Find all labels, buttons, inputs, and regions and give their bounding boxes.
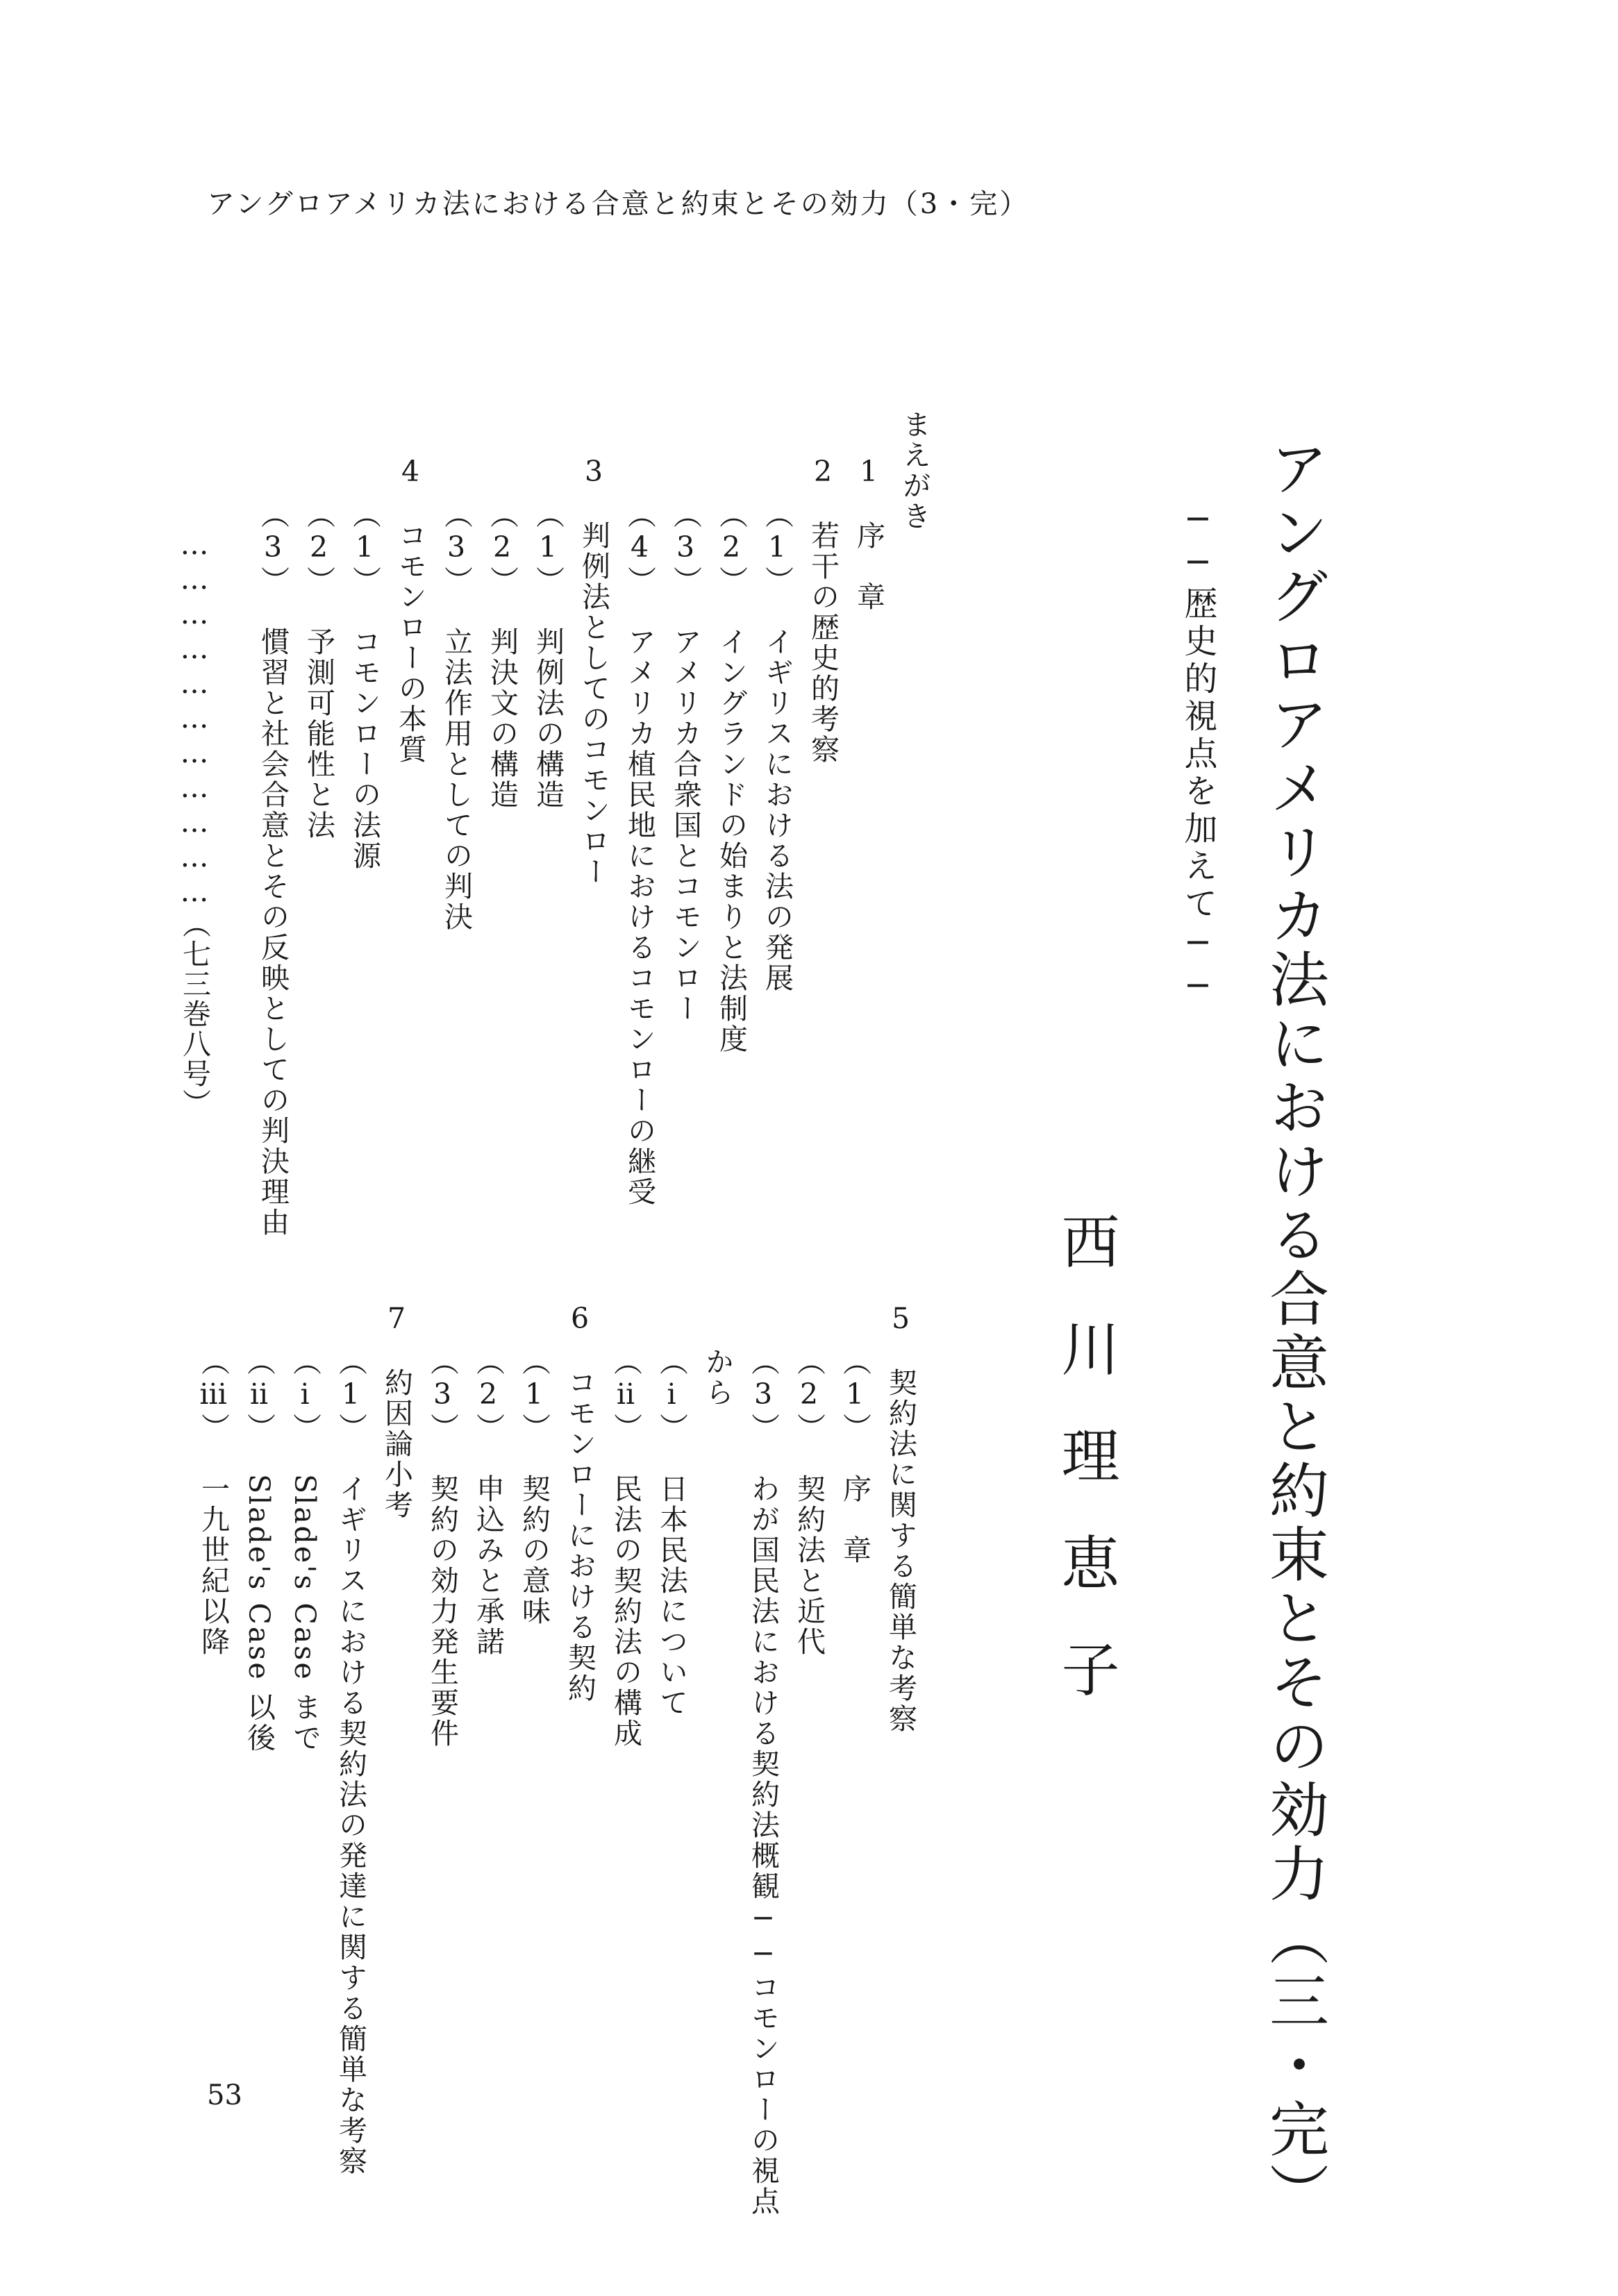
toc-entry: [525, 410, 571, 1187]
table-of-contents-part-1: [250, 410, 937, 1238]
toc-entry-number: （3）: [440, 500, 473, 596]
toc-entry-text: 序 章: [852, 521, 885, 612]
toc-entry-number: 3: [577, 455, 610, 490]
toc-entry: [662, 410, 708, 1187]
toc-entry-number: （3）: [426, 1347, 459, 1443]
toc-entry: [387, 410, 433, 1187]
toc-entry-text: 申込みと承諾: [472, 1474, 505, 1657]
toc-entry: [708, 410, 754, 1187]
toc-entry: [800, 410, 846, 1187]
toc-entry-text: まえがき: [898, 410, 931, 532]
toc-entry-number: 2: [806, 455, 840, 490]
toc-entry-text: 予測可能性と法: [302, 627, 335, 841]
toc-entry-number: （2）: [715, 500, 748, 596]
article-subtitle: ──歴史的視点を加えて──: [1178, 500, 1217, 1009]
toc-entry-number: （2）: [792, 1347, 826, 1443]
toc-entry-text: Slade's Case まで: [288, 1474, 322, 1754]
toc-entry-number: （1）: [760, 500, 794, 596]
toc-leader-reference: ……………………………（七三巻八号）: [178, 528, 211, 1118]
toc-entry-text: 序 章: [838, 1474, 871, 1566]
toc-entry-text: 民法の契約法の構成: [609, 1474, 642, 1749]
toc-entry: [511, 1257, 557, 2055]
toc-entry-text: イギリスにおける法の発展: [760, 627, 794, 994]
toc-entry: [740, 1257, 786, 2217]
toc-entry-number: （2）: [302, 500, 335, 596]
toc-entry-text: アメリカ合衆国とコモンロー: [669, 627, 702, 1024]
toc-entry: [465, 1257, 511, 2055]
toc-entry: [328, 1257, 374, 2177]
toc-entry-text: 約因論小考: [380, 1368, 413, 1520]
toc-entry-number: （3）: [669, 500, 702, 596]
toc-entry: [832, 1257, 878, 2055]
toc-entry-text: コモンローにおける契約: [563, 1368, 597, 1704]
toc-entry: [190, 1257, 236, 2055]
toc-entry-number: （ⅰ）: [655, 1347, 688, 1443]
toc-entry: [236, 1257, 282, 2055]
toc-entry-number: 6: [563, 1302, 597, 1337]
toc-entry-text: 日本民法について: [655, 1474, 688, 1718]
toc-entry: [296, 410, 342, 1187]
toc-entry-number: 7: [380, 1302, 413, 1337]
toc-entry-text: 契約の効力発生要件: [426, 1474, 459, 1749]
toc-entry: [878, 1257, 924, 2055]
toc-entry-text: わが国民法における契約法概観──コモンローの視点: [747, 1474, 780, 2217]
toc-entry: [479, 410, 525, 1187]
toc-entry-text: 判例法の構造: [531, 627, 565, 810]
toc-entry-text: 若干の歴史的考察: [806, 521, 840, 765]
toc-entry-number: （1）: [531, 500, 565, 596]
toc-entry-number: （2）: [472, 1347, 505, 1443]
toc-entry-text: 判例法としてのコモンロー: [577, 521, 610, 887]
toc-entry: [846, 410, 892, 1187]
toc-entry-text: イギリスにおける契約法の発達に関する簡単な考察: [334, 1474, 367, 2177]
toc-entry-text: 契約の意味: [517, 1474, 551, 1627]
toc-entry-text: アメリカ植民地におけるコモンローの継受: [623, 627, 656, 1207]
toc-entry-text: イングランドの始まりと法制度: [715, 627, 748, 1055]
toc-entry: [571, 410, 617, 1187]
toc-entry-number: （1）: [334, 1347, 367, 1443]
toc-entry-text: から: [701, 1347, 734, 1408]
toc-entry: [617, 410, 662, 1207]
toc-entry: [557, 1257, 603, 2055]
toc-entry: [250, 410, 296, 1238]
toc-entry-text: 契約法に関する簡単な考察: [884, 1368, 917, 1734]
toc-entry-number: 5: [884, 1302, 917, 1337]
toc-entry: [649, 1257, 694, 2055]
toc-entry-text: 慣習と社会合意とその反映としての判決理由: [256, 627, 290, 1238]
toc-entry-number: （ⅱ）: [242, 1347, 276, 1443]
toc-entry: [282, 1257, 328, 2055]
toc-entry-number: （3）: [256, 500, 290, 596]
page-number: 53: [207, 2079, 242, 2111]
toc-entry: [603, 1257, 649, 2055]
toc-entry-text: 判決文の構造: [485, 627, 519, 810]
toc-entry-number: （ⅰ）: [288, 1347, 322, 1443]
toc-entry-number: （2）: [485, 500, 519, 596]
toc-entry: [754, 410, 800, 1187]
author-name: 西川理恵子: [1052, 1212, 1120, 1746]
toc-entry-number: （1）: [838, 1347, 871, 1443]
toc-entry-number: （3）: [747, 1347, 780, 1443]
toc-entry-number: 4: [394, 455, 427, 490]
article-title: アングロアメリカ法における合意と約束とその効力（三・完）: [1259, 437, 1328, 2226]
toc-entry-text: 立法作用としての判決: [440, 627, 473, 932]
toc-entry-text: 一九世紀以降: [197, 1474, 230, 1657]
toc-entry: [892, 410, 937, 1187]
toc-entry-number: 1: [852, 455, 885, 490]
toc-entry: [694, 1257, 740, 2055]
toc-entry-text: Slade's Case 以後: [242, 1474, 276, 1754]
toc-entry-number: （4）: [623, 500, 656, 596]
running-head: アングロアメリカ法における合意と約束とその効力（3・完）: [207, 188, 1030, 220]
toc-entry: [374, 1257, 419, 2055]
toc-entry-number: （ⅲ）: [197, 1347, 230, 1443]
toc-entry: [433, 410, 479, 1187]
toc-entry-text: 契約法と近代: [792, 1474, 826, 1657]
toc-entry: [786, 1257, 832, 2055]
toc-entry-number: （1）: [348, 500, 381, 596]
toc-entry-number: （ⅱ）: [609, 1347, 642, 1443]
toc-entry: [419, 1257, 465, 2055]
toc-entry-number: （1）: [517, 1347, 551, 1443]
toc-entry-text: コモンローの法源: [348, 627, 381, 871]
toc-entry-text: コモンローの本質: [394, 521, 427, 765]
toc-entry: [342, 410, 387, 1187]
